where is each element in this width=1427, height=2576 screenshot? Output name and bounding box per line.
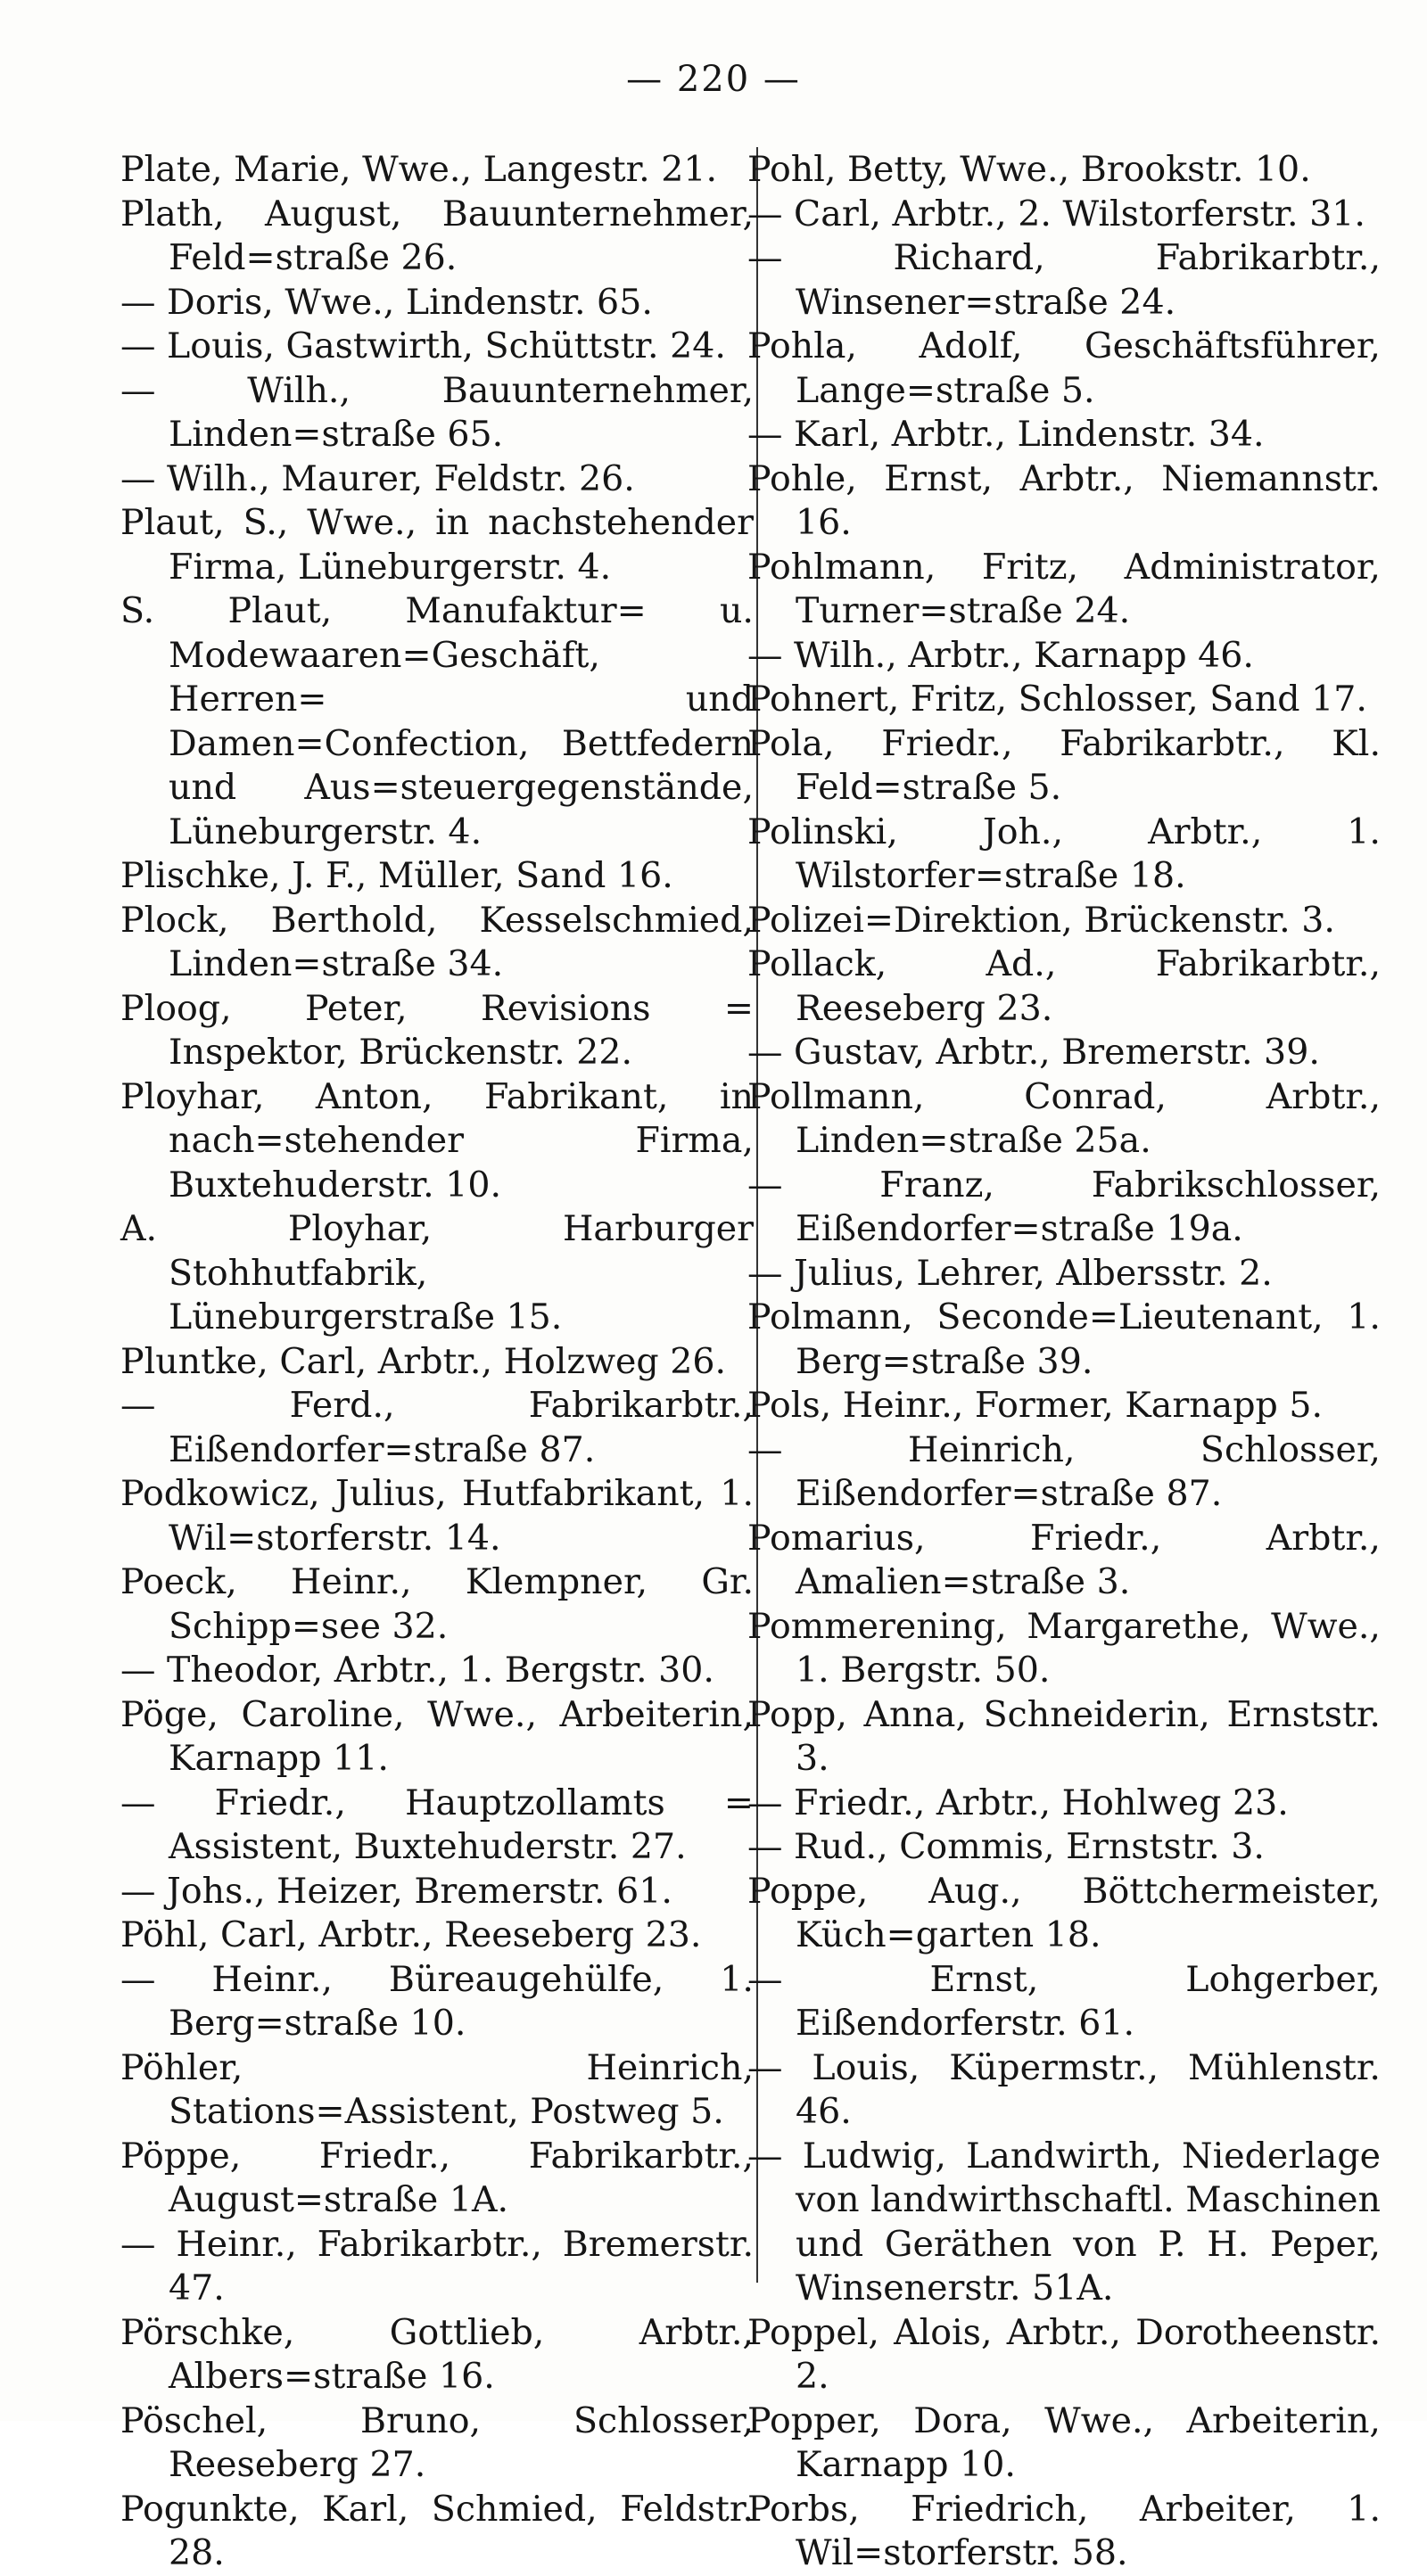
directory-entry: — Heinrich, Schlosser, Eißendorfer=straße 87. — [747, 1428, 1381, 1514]
directory-entry: A. Ployhar, Harburger Stohhutfabrik, Lüneburgerstraße 15. — [120, 1208, 754, 1337]
directory-entry: — Heinr., Fabrikarbtr., Bremerstr. 47. — [120, 2223, 754, 2309]
directory-entry: Popper, Dora, Wwe., Arbeiterin, Karnapp 10. — [747, 2399, 1381, 2485]
directory-entry: Polinski, Joh., Arbtr., 1. Wilstorfer=straße 18. — [747, 811, 1381, 896]
directory-entry: Ploog, Peter, Revisions = Inspektor, Brückenstr. 22. — [120, 987, 754, 1073]
directory-entry: Pörschke, Gottlieb, Arbtr., Albers=straße 16. — [120, 2311, 754, 2397]
directory-entry: — Julius, Lehrer, Albersstr. 2. — [747, 1252, 1273, 1294]
directory-entry: — Theodor, Arbtr., 1. Bergstr. 30. — [120, 1650, 714, 1691]
directory-entry: Porbs, Friedrich, Arbeiter, 1. Wil=storferstr. 58. — [747, 2488, 1381, 2573]
directory-entry: — Louis, Gastwirth, Schüttstr. 24. — [120, 325, 726, 366]
directory-entry: Pöppe, Friedr., Fabrikarbtr., August=straße 1A. — [120, 2135, 754, 2220]
directory-entry: — Doris, Wwe., Lindenstr. 65. — [120, 281, 653, 323]
page-number: — 220 — — [626, 59, 801, 100]
directory-entry: Popp, Anna, Schneiderin, Ernststr. 3. — [747, 1693, 1381, 1779]
directory-entry: — Richard, Fabrikarbtr., Winsener=straße 24. — [747, 237, 1381, 323]
directory-entry: Pöschel, Bruno, Schlosser, Reeseberg 27. — [120, 2399, 754, 2485]
directory-entry: Pluntke, Carl, Arbtr., Holzweg 26. — [120, 1340, 727, 1382]
directory-entry: — Rud., Commis, Ernststr. 3. — [747, 1826, 1265, 1867]
directory-entry: Plath, August, Bauunternehmer, Feld=straße 26. — [120, 193, 754, 278]
directory-entry: — Ferd., Fabrikarbtr., Eißendorfer=straße 87. — [120, 1385, 754, 1470]
directory-entry: Polmann, Seconde=Lieutenant, 1. Berg=straße 39. — [747, 1296, 1381, 1382]
directory-entry: Pohle, Ernst, Arbtr., Niemannstr. 16. — [747, 457, 1381, 543]
directory-entry: Pöhl, Carl, Arbtr., Reeseberg 23. — [120, 1914, 702, 1955]
directory-entry: Podkowicz, Julius, Hutfabrikant, 1. Wil=storferstr. 14. — [120, 1473, 754, 1559]
directory-entry: Plate, Marie, Wwe., Langestr. 21. — [120, 149, 718, 190]
directory-entry: Poppel, Alois, Arbtr., Dorotheenstr. 2. — [747, 2311, 1381, 2397]
right-column — [747, 148, 1381, 2576]
directory-entry: Ployhar, Anton, Fabrikant, in nach=stehender Firma, Buxtehuderstr. 10. — [120, 1075, 754, 1206]
directory-entry: — Friedr., Hauptzollamts = Assistent, Buxtehuderstr. 27. — [120, 1782, 754, 1867]
directory-entry: Pohl, Betty, Wwe., Brookstr. 10. — [747, 149, 1311, 190]
directory-entry: — Carl, Arbtr., 2. Wilstorferstr. 31. — [747, 193, 1365, 235]
directory-entry: — Heinr., Büreaugehülfe, 1. Berg=straße 10. — [120, 1958, 754, 2044]
directory-entry: Plock, Berthold, Kesselschmied, Linden=straße 34. — [120, 899, 754, 984]
directory-entry: Poeck, Heinr., Klempner, Gr. Schipp=see 32. — [120, 1561, 754, 1647]
directory-entry: Pols, Heinr., Former, Karnapp 5. — [747, 1385, 1324, 1426]
directory-entry: Pohla, Adolf, Geschäftsführer, Lange=straße 5. — [747, 325, 1381, 411]
directory-entry: Plaut, S., Wwe., in nachstehender Firma, Lüneburgerstr. 4. — [120, 502, 754, 588]
directory-entry: — Karl, Arbtr., Lindenstr. 34. — [747, 414, 1265, 455]
directory-entry: Pöhler, Heinrich, Stations=Assistent, Postweg 5. — [120, 2046, 754, 2132]
directory-entry: Pohnert, Fritz, Schlosser, Sand 17. — [747, 679, 1367, 720]
directory-entry: Pola, Friedr., Fabrikarbtr., Kl. Feld=straße 5. — [747, 722, 1381, 808]
left-column — [120, 148, 754, 2576]
directory-entry: — Wilh., Maurer, Feldstr. 26. — [120, 457, 635, 499]
directory-entry: — Ernst, Lohgerber, Eißendorferstr. 61. — [747, 1958, 1381, 2044]
directory-entry: — Friedr., Arbtr., Hohlweg 23. — [747, 1782, 1289, 1823]
directory-entry: S. Plaut, Manufaktur= u. Modewaaren=Geschäft, Herren= und Damen=Confection, Bettfedern und Aus=steuergegenstände, Lüneburgerstr. 4. — [120, 590, 754, 852]
directory-entry: — Johs., Heizer, Bremerstr. 61. — [120, 1870, 672, 1912]
directory-entry: — Gustav, Arbtr., Bremerstr. 39. — [747, 1032, 1320, 1073]
directory-entry: Pomarius, Friedr., Arbtr., Amalien=straße 3. — [747, 1517, 1381, 1602]
directory-entry: — Wilh., Bauunternehmer, Linden=straße 65. — [120, 369, 754, 455]
directory-entry: Pollmann, Conrad, Arbtr., Linden=straße 25a. — [747, 1075, 1381, 1161]
directory-entry: — Wilh., Arbtr., Karnapp 46. — [747, 634, 1254, 676]
directory-entry: Pollack, Ad., Fabrikarbtr., Reeseberg 23. — [747, 943, 1381, 1029]
directory-entry: Pöge, Caroline, Wwe., Arbeiterin, Karnapp 11. — [120, 1693, 754, 1779]
directory-entry: Pommerening, Margarethe, Wwe., 1. Bergstr. 50. — [747, 1605, 1381, 1691]
directory-entry: Poppe, Aug., Böttchermeister, Küch=garten 18. — [747, 1870, 1381, 1955]
directory-entry: — Louis, Küpermstr., Mühlenstr. 46. — [747, 2046, 1381, 2132]
directory-entry: Pogunkte, Karl, Schmied, Feldstr. 28. — [120, 2488, 754, 2573]
directory-entry: — Ludwig, Landwirth, Niederlage von landwirthschaftl. Maschinen und Geräthen von P. H. Peper, Winsenerstr. 51A. — [747, 2135, 1381, 2309]
directory-entry: Polizei=Direktion, Brückenstr. 3. — [747, 899, 1335, 941]
directory-entry: — Franz, Fabrikschlosser, Eißendorfer=straße 19a. — [747, 1164, 1381, 1249]
directory-entry: Plischke, J. F., Müller, Sand 16. — [120, 855, 673, 896]
directory-entry: Pohlmann, Fritz, Administrator, Turner=straße 24. — [747, 546, 1381, 631]
